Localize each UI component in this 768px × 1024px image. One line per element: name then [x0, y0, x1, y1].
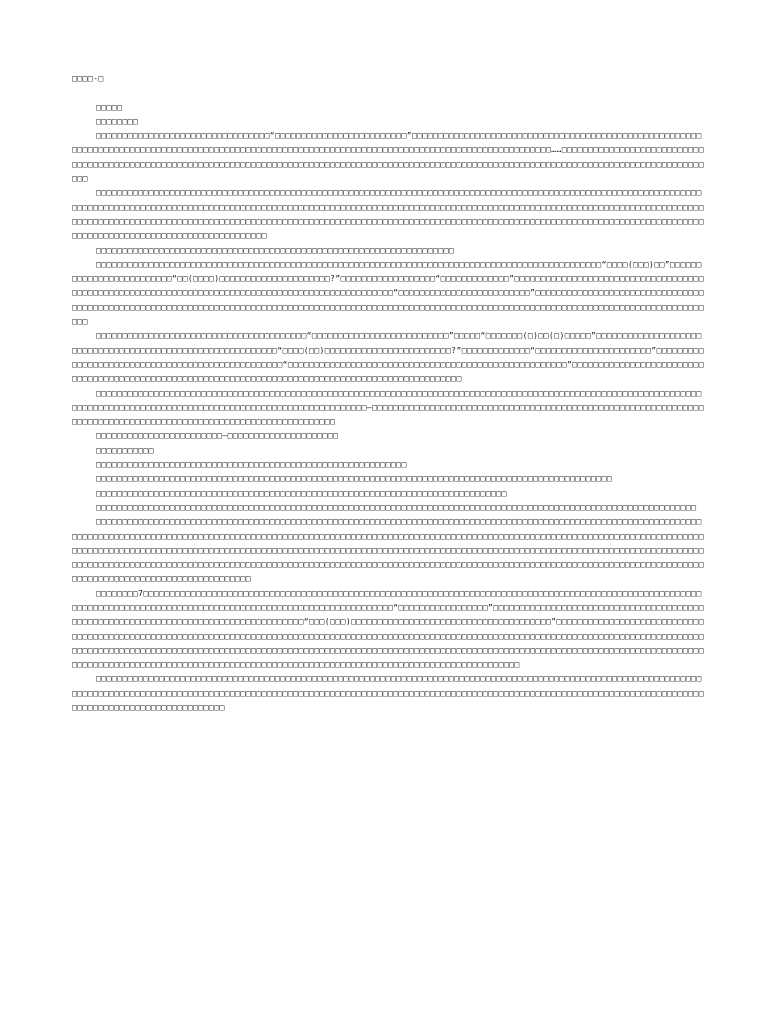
paragraph: □□□□□ [96, 102, 123, 112]
paragraph: □□□□□□□□□□□ [96, 445, 154, 455]
document-page [72, 72, 704, 715]
paragraph: □□□□□□□□□□□□□□□□□□□□□□□□□□□□□□□□□□□□□□□□□□□□□□□□□□□□□□□□□□□□□□□□□□□□□□□□□□□□□□□□□□□□□□□□□□□□□□□□“□□□□(□□□)□□”□□□□□□□□□□□□□□□□□□□□□□□□□“□□(□□□□)□□□□□□□□□□□□□□□□□□□□□?”□□□□□□□□□□□□□□□□□□“□□□□□□□□□□□□□”□□□□□□□□□□□□□□□□□□□□□□□□□□□□□□□□□□□□□□□□□□□□□□□□□□□□□□□□□□□□□□□□□□□□□□□□□□□□□□□□□□□□□□□□□□□□□□□□□“□□□□□□□□□□□□□□□□□□□□□□□□□”□□□□□□□□□□□□□□□□□□□□□□□□□□□□□□□□□□□□□□□□□□□□□□□□□□□□□□□□□□□□□□□□□□□□□□□□□□□□□□□□□□□□□□□□□□□□□□□□□□□□□□□□□□□□□□□□□□□□□□□□□□□□□□□□□□□□□□□□□□□□□□□□□□□□□□□□□□□ [72, 259, 704, 327]
paragraph: □□□□□□□□ [96, 116, 139, 126]
paragraph: □□□□□□□□□□□□□□□□□□□□□□□□□□□□□□□□□□□□□□□□□□□□□□□□□□□□□□□□□□□□□□□□□□□□□□□□□□□□□□□□□□□□□□□□□□□□□□□□□□□□□□□□□□□□□□□□□□ [96, 502, 697, 512]
paragraph: □□□□□□□□□□□□□□□□□□□□□□□□□□□□□□□□□□□□□□□□□□□□□□□□□□□□□□□□□□□□□□□□□□□□ [96, 245, 455, 255]
paragraph: □□□□□□□□□□□□□□□□□□□□□□□□□□□□□□□□□□□□□□□□□□□□□□□□□□□□□□□□□□□□□□□□□□□□□□□□□□□□□□□□□□□□□□□□□□□□□□□□□□□□□□□□□□□□□□□□□□□□□□□□□□□□□□□□□□□□□□□□□□□□□□□□□□□□□□□□□□□□□□□□□□□□□□□□□□□□□□□□□□□□□□□□□□□□□□□□□□□□□□□□□□□□□□□□□□□□□□□□□□□□□□□□□□□□□□□□□□□□□□□□□□□□□□□□□□□□□□□□□□□□□□□□□□□□□□□□□□□□□□□□□□□□□□□□□□□□□□□□□□□□□□□□□□□□□□□□□□□□□□□□□□□□□□□□□□□□□□□□□□□□□□□□□□□□□□□□□□□□□□□□□□□□□□□□□□□□□□□□□□□□□□□□□□□□□□□□□□□□□□□□□□□□□□□□□□□□□□□□□□□□□□□□□□□□□□□□□□□□□□□□□□□□□□□□□□□□□□□□□□□□□□□□□□□□□□□□□□□□□□□□□□□□□□□□□□□□□□□□□□□□□□□□□□□□□ [72, 517, 704, 584]
paragraph: □□□□□□□□□□□□□□□□□□□□□□□□□□□□□□□□□□□□□□□□□□□□□□□□□□□□□□□□□□□ [96, 460, 407, 470]
paragraph: □□□□□□□□□□□□□□□□□□□□□□□□□□□□□□□□□□□□□□□□□□□□□□□□□□□□□□□□□□□□□□□□□□□□□□□□□□□□□□□□□□□□□□□□□□□□□□□□□□ [96, 474, 613, 484]
paragraph: □□□□□□□□7□□□□□□□□□□□□□□□□□□□□□□□□□□□□□□□□□□□□□□□□□□□□□□□□□□□□□□□□□□□□□□□□□□□□□□□□□□□□□□□□□□□□□□□□□□□□□□□□□□□□□□□□□□□□□□□□□□□□□□□□□□□□□□□□□□□□□□□□□□□□□□□□□□□□□□□□□□□□□□□□□□□□□□□“□□□□□□□□□□□□□□□□□”□□□□□□□□□□□□□□□□□□□□□□□□□□□□□□□□□□□□□□□□□□□□□□□□□□□□□□□□□□□□□□□□□□□□□□□□□□□□□□□□□□□□“□□□(□□□)□□□□□□□□□□□□□□□□□□□□□□□□□□□□□□□□□□□□□□”□□□□□□□□□□□□□□□□□□□□□□□□□□□□□□□□□□□□□□□□□□□□□□□□□□□□□□□□□□□□□□□□□□□□□□□□□□□□□□□□□□□□□□□□□□□□□□□□□□□□□□□□□□□□□□□□□□□□□□□□□□□□□□□□□□□□□□□□□□□□□□□□□□□□□□□□□□□□□□□□□□□□□□□□□□□□□□□□□□□□□□□□□□□□□□□□□□□□□□□□□□□□□□□□□□□□□□□□□□□□□□□□□□□□□□□□□□□□□□□□□□□□□□□□□□□□□□□□□□□□□□□□□□□□□□□□□□□□□□□□□□□□□□□□□□□□□□□□□□□□□□□□□□□□□□□□□□□□□□□□□□□□□□□□□□□□□□□□□□□□□□□□□□□□□□□□□ [72, 588, 704, 670]
paragraph: □□□□□□□□□□□□□□□□□□□□□□□□□□□□□□□□□□□□□□□□□□□□□□□□□□□□□□□□□□□□□□□□□□□□□□□□□□□□□□□□□□□□□□□□□□□□□□□□□□□□□□□□□□□□□□□□□□□□□□□□□□□□□□□□□□□□□□□□□□□□□□□□□□□□□□□□□□□□□□□□□□□□□□□□□□□□□□□□□□□□□□□□□□□□□□□□□□□□□□□□□□□□□□□□□□□□□□□□□□□□□□□□□□□□□□□□□□□□□□□□□□□□□□□□□□□□□□□□□□□□□□□□□□□□□□□□□□□□□□□□□□□□□□□□□□□□□□□□□□□□□□□□□□□□□□□□□□□□□□□□□□□□□□□□□□□□□□□□□□□□□□□□□□□□□□□□□□□□□□□□□□□□□□□□□□□□□□□□□□□□□□□□□□□□□□□□ [72, 188, 704, 241]
paragraph: □□□□□□□□□□□□□□□□□□□□□□□□□□□□□□□□□“□□□□□□□□□□□□□□□□□□□□□□□□□”□□□□□□□□□□□□□□□□□□□□□□□□□□□□□□□□□□□□□□□□□□□□□□□□□□□□□□□□□□□□□□□□□□□□□□□□□□□□□□□□□□□□□□□□□□□□□□□□□□□□□□□□□□□□□□□□□□□□□□□□□□□□□□□□□□□□□□□□□□□□□□□□□□……□□□□□□□□□□□□□□□□□□□□□□□□□□□□□□□□□□□□□□□□□□□□□□□□□□□□□□□□□□□□□□□□□□□□□□□□□□□□□□□□□□□□□□□□□□□□□□□□□□□□□□□□□□□□□□□□□□□□□□□□□□□□□□□□□□□□□□□□□□□□□□□□□□□□□□ [72, 131, 704, 184]
paragraph: □□□□□□□□□□□□□□□□□□□□□□□□□□□□□□□□□□□□□□□□“□□□□□□□□□□□□□□□□□□□□□□□□□□”□□□□□“□□□□□□□(□)□□(□)□□□□□”□□□□□□□□□□□□□□□□□□□□□□□□□□□□□□□□□□□□□□□□□□□□□□□□□□□□□□□□□□□“□□□□(□□)□□□□□□□□□□□□□□□□□□□□□□□□?”□□□□□□□□□□□□□“□□□□□□□□□□□□□□□□□□□□□□”□□□□□□□□□□□□□□□□□□□□□□□□□□□□□□□□□□□□□□□□□□□□□□□□□“□□□□□□□□□□□□□□□□□□□□□□□□□□□□□□□□□□□□□□□□□□□□□□□□□□□□□”□□□□□□□□□□□□□□□□□□□□□□□□□□□□□□□□□□□□□□□□□□□□□□□□□□□□□□□□□□□□□□□□□□□□□□□□□□□□□□□□□□□□□□□□□□□□□□□□□□□ [72, 331, 704, 384]
paragraph: □□□□□□□□□□□□□□□□□□□□□□□□—□□□□□□□□□□□□□□□□□□□□□ [96, 431, 339, 441]
page-header: □□□□-□ [72, 74, 104, 83]
paragraph: □□□□□□□□□□□□□□□□□□□□□□□□□□□□□□□□□□□□□□□□□□□□□□□□□□□□□□□□□□□□□□□□□□□□□□□□□□□□□□□□□□□□□□□□□□□□□□□□□□□□□□□□□□□□□□□□□□□□□□□□□□□□□□□□□□□□□□□□□□□□□□□□□□□□□□□□□□□□□□□□□□□□□□□□□□□□□□□□□□□□□□□□□□□□□□□□□□□□□□□□□□□□□□□□□□□□□□□□□□□□□□□□□□□□□□□□□□□□□□□□□□□□□□□□□□□□□□□□□□□□□□□□ [72, 674, 704, 713]
paragraph: □□□□□□□□□□□□□□□□□□□□□□□□□□□□□□□□□□□□□□□□□□□□□□□□□□□□□□□□□□□□□□□□□□□□□□□□□□□□□□□□□□□□□□□□□□□□□□□□□□□□□□□□□□□□□□□□□□□□□□□□□□□□□□□□□□□□□□□□□□□□□□□□□□□□□□□□□□□□□□□□□□□□□□□□□□□—□□□□□□□□□□□□□□□□□□□□□□□□□□□□□□□□□□□□□□□□□□□□□□□□□□□□□□□□□□□□□□□□□□□□□□□□□□□□□□□□□□□□□□□□□□□□□□□□□□□□□□□□□□□□□□□□□ [72, 388, 704, 427]
document-body [72, 101, 704, 716]
paragraph: □□□□□□□□□□□□□□□□□□□□□□□□□□□□□□□□□□□□□□□□□□□□□□□□□□□□□□□□□□□□□□□□□□□□□□□□□□□□□□ [96, 488, 507, 498]
